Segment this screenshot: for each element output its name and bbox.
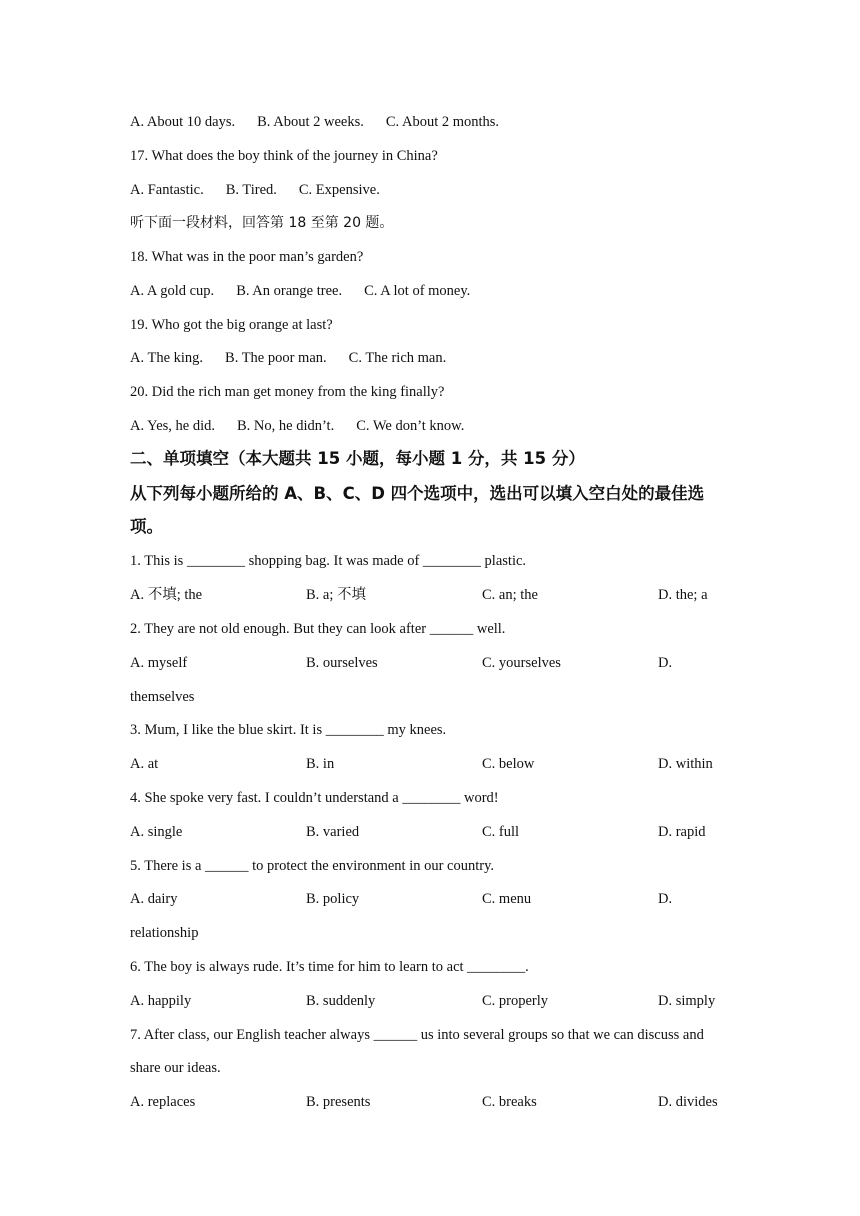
option-a: A. About 10 days.	[130, 114, 236, 130]
question-1-options	[130, 586, 740, 604]
option-c: C. The rich man.	[348, 350, 447, 366]
option-d: D. within	[658, 756, 713, 772]
q18-options	[130, 282, 492, 300]
option-b: B. varied	[306, 824, 360, 840]
option-c: C. full	[482, 824, 520, 840]
option-b: B. Tired.	[225, 182, 277, 198]
question-5: 5. There is a ______ to protect the environment in our country.	[130, 858, 495, 874]
q20-text: 20. Did the rich man get money from the king finally?	[130, 384, 445, 400]
option-c: C. below	[482, 756, 535, 772]
option-a: A. single	[130, 824, 183, 840]
option-b: B. The poor man.	[225, 350, 327, 366]
question-2: 2. They are not old enough. But they can look after ______ well.	[130, 621, 506, 637]
question-6-options	[130, 992, 740, 1010]
option-b: B. An orange tree.	[236, 283, 343, 299]
section-title: 二、单项填空（本大题共 15 小题，每小题 1 分，共 15 分）	[130, 449, 585, 468]
question-4: 4. She spoke very fast. I couldn’t understand a ________ word!	[130, 790, 499, 806]
question-6: 6. The boy is always rude. It’s time for him to learn to act ________.	[130, 959, 529, 975]
listening-instruction: 听下面一段材料，回答第 18 至第 20 题。	[130, 215, 394, 231]
option-c: C. properly	[482, 993, 549, 1009]
option-b: B. No, he didn’t.	[237, 418, 335, 434]
option-a: A. myself	[130, 655, 188, 671]
option-a: A. at	[130, 756, 159, 772]
q16-options	[130, 113, 521, 131]
question-7-continued: share our ideas.	[130, 1060, 221, 1076]
section-instruction-line1: 从下列每小题所给的 A、B、C、D 四个选项中，选出可以填入空白处的最佳选	[130, 484, 705, 503]
option-a: A. 不填; the	[130, 587, 203, 603]
option-b: B. About 2 weeks.	[257, 114, 364, 130]
option-a: A. The king.	[130, 350, 204, 366]
option-a: A. Yes, he did.	[130, 418, 215, 434]
option-b: B. ourselves	[306, 655, 378, 671]
option-a: A. Fantastic.	[130, 182, 204, 198]
option-c: C. an; the	[482, 587, 538, 603]
option-a: A. dairy	[130, 891, 178, 907]
question-3-options	[130, 755, 740, 773]
option-c: C. A lot of money.	[364, 283, 471, 299]
q20-options	[130, 417, 486, 435]
question-4-options	[130, 823, 740, 841]
option-b: B. in	[306, 756, 335, 772]
option-d: D.	[658, 655, 673, 671]
q17-options	[130, 181, 402, 199]
option-a: A. replaces	[130, 1094, 196, 1110]
option-a: A. A gold cup.	[130, 283, 215, 299]
option-b: B. a; 不填	[306, 587, 367, 603]
option-d: D.	[658, 891, 673, 907]
q18-text: 18. What was in the poor man’s garden?	[130, 249, 364, 265]
option-c: C. menu	[482, 891, 532, 907]
option-d: D. divides	[658, 1094, 718, 1110]
option-b: B. policy	[306, 891, 360, 907]
q17-text: 17. What does the boy think of the journey in China?	[130, 148, 438, 164]
question-5-option-d-wrap: relationship	[130, 925, 199, 941]
option-d: D. simply	[658, 993, 716, 1009]
question-2-options	[130, 654, 740, 672]
q19-text: 19. Who got the big orange at last?	[130, 317, 333, 333]
option-a: A. happily	[130, 993, 192, 1009]
option-d: D. the; a	[658, 587, 708, 603]
question-7: 7. After class, our English teacher always ______ us into several groups so that we can discuss and	[130, 1027, 704, 1043]
option-c: C. breaks	[482, 1094, 537, 1110]
option-d: D. rapid	[658, 824, 706, 840]
question-2-option-d-wrap: themselves	[130, 689, 195, 705]
question-3: 3. Mum, I like the blue skirt. It is ________ my knees.	[130, 722, 447, 738]
question-7-options	[130, 1093, 740, 1111]
section-instruction-line2: 项。	[130, 517, 163, 536]
q19-options	[130, 349, 468, 367]
option-b: B. suddenly	[306, 993, 376, 1009]
option-c: C. yourselves	[482, 655, 561, 671]
option-c: C. About 2 months.	[385, 114, 500, 130]
option-b: B. presents	[306, 1094, 371, 1110]
question-1: 1. This is ________ shopping bag. It was made of ________ plastic.	[130, 553, 527, 569]
option-c: C. We don’t know.	[356, 418, 465, 434]
option-c: C. Expensive.	[298, 182, 380, 198]
question-5-options	[130, 890, 740, 908]
